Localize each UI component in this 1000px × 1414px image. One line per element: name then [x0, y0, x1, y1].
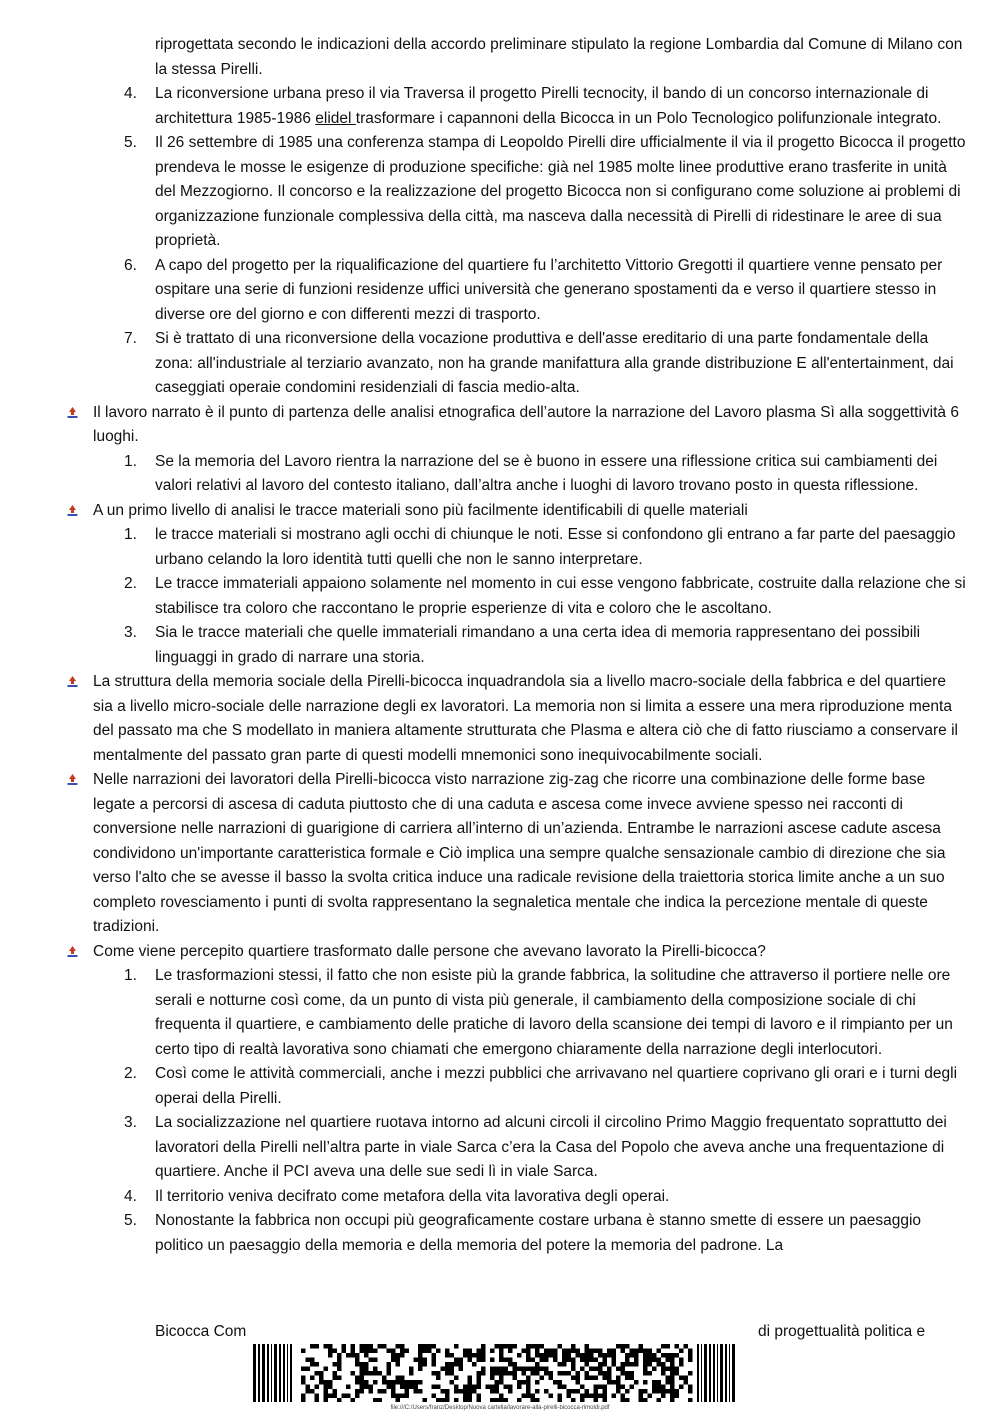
arrow-bullet-icon [66, 945, 79, 958]
bullet-paragraph [64, 401, 970, 450]
list-item-continuation: riprogettata secondo le indicazioni della accordo preliminare stipulato la regione Lombardia dal Comune di Milano con la stessa Pirelli. [155, 36, 963, 78]
bullet-text: La struttura della memoria sociale della Pirelli-bicocca inquadrandola sia a livello macro-sociale della fabbrica e del quartiere sia a livello micro-sociale delle narrazione degli ex lavoratori. La memoria non si limita a essere una mera riproduzione menta del passato ma che S modellato in maniera altamente strutturata che Plasma e altera ciò che di fatto riusciamo a conservare il mentalmente del passato gran parte di questi modelli mnemonici sono inequivocabilmente sociali. [93, 673, 958, 764]
list-number: 4. [124, 85, 137, 102]
text-run: La riconversione urbana preso il via Traversa il progetto Pirelli tecnocity, il bando di un concorso internazionale di architettura 1985-1986 [155, 85, 929, 127]
list-item-text: Il 26 settembre di 1985 una conferenza stampa di Leopoldo Pirelli dire ufficialmente il via il progetto Bicocca il progetto prendeva le mosse le esigenze di produzione specifiche: già nel 1985 molte linee produttive erano trasferite in unità del Mezzogiorno. Il concorso e la realizzazione del progetto Bicocca non si configurano come soluzione ai problemi di organizzazione funzionale complessiva della città, ma nasceva dalla necessità di Pirelli di ridestinare le aree di sua proprietà. [155, 134, 966, 249]
list-item-text: Si è trattato di una riconversione della vocazione produttiva e dell'asse ereditario di una parte fondamentale della zona: all'industriale al terziario avanzato, non ha grande manifattura alla grande distribuzione E all'entertainment, dai caseggiati operaie condomini residenziali di fascia medio-alta. [155, 330, 954, 396]
list-item [64, 254, 970, 328]
arrow-bullet-icon [66, 675, 79, 688]
arrow-bullet-icon [66, 773, 79, 786]
bullet-text: Nelle narrazioni dei lavoratori della Pirelli-bicocca visto narrazione zig-zag che ricorre una combinazione delle forme base legate a percorsi di ascesa di caduta piuttosto che di una caduta e ascesa come invece avviene spesso nei racconti di conversione nelle narrazioni di guarigione di carriera all’interno di un’azienda. Entrambe le narrazioni ascese cadute ascesa condividono un'importante caratteristica formale e Ciò implica una sempre qualche sensazionale cambio di direzione che sia verso l'alto che se avesse il basso la svolta critica induce una radicale revisione della traiettoria storica limite anche a un suo completo rovesciamento i punti di svolta rappresentano la segnaletica mentale che indica la percezione mentale di queste tradizioni. [93, 771, 946, 935]
list-item [64, 621, 970, 670]
numbered-list-1 [64, 82, 970, 401]
list-item-text: Le trasformazioni stessi, il fatto che non esiste più la grande fabbrica, la solitudine che attraverso il portiere nelle ore serali e notturne così come, da un punto di vista più generale, il cambiamento della composizione sociale di chi frequenta il quartiere, e cambiamento delle pratiche di lavoro della scansione dei tempi di lavoro e il rimpianto per un certo tipo di realtà lavorativa sono chiamati che emergono chiaramente della narrazione degli interlocutori. [155, 967, 953, 1058]
list-number: 7. [124, 330, 137, 347]
list-number: 2. [124, 1065, 137, 1082]
list-number: 5. [124, 1212, 137, 1229]
underlined-word: elidel [315, 109, 356, 127]
list-item-text: Se la memoria del Lavoro rientra la narrazione del se è buono in essere una riflessione critica sui cambiamenti dei valori relativi al lavoro del contesto italiano, dall’altra anche i luoghi di lavoro trovano posto in questa riflessione. [155, 452, 938, 494]
bullet-paragraph [64, 768, 970, 940]
list-number: 3. [124, 1114, 137, 1131]
list-number: 5. [124, 134, 137, 151]
list-item [64, 450, 970, 499]
list-item [64, 1185, 970, 1210]
footer-text-right: di progettualità politica e [758, 1323, 926, 1340]
bullet-text: Come viene percepito quartiere trasformato dalle persone che avevano lavorato la Pirelli-bicocca? [93, 942, 766, 960]
list-number: 1. [124, 452, 137, 470]
arrow-bullet-icon [66, 406, 79, 419]
list-number: 2. [124, 575, 137, 592]
barcode-image [253, 1344, 736, 1402]
list-item [64, 964, 970, 1062]
bullet-paragraph [64, 499, 970, 524]
list-item [64, 572, 970, 621]
list-item-text: Così come le attività commerciali, anche i mezzi pubblici che arrivavano nel quartiere coprivano gli orari e i turni degli operai della Pirelli. [155, 1065, 958, 1107]
list-item-text: Sia le tracce materiali che quelle immateriali rimandano a una certa idea di memoria rappresentano dei possibili linguaggi in grado di narrare una storia. [155, 624, 921, 666]
list-item-text: Nonostante la fabbrica non occupi più geograficamente costare urbana è stanno smette di essere un paesaggio politico un paesaggio della memoria e della memoria del potere la memoria del padrone. La [155, 1212, 922, 1254]
bullet-text: A un primo livello di analisi le tracce materiali sono più facilmente identificabili di quelle materiali [93, 501, 748, 519]
list-number: 4. [124, 1187, 137, 1205]
footer-text-left: Bicocca Com [155, 1323, 247, 1340]
list-item [64, 131, 970, 254]
list-item-text: Il territorio veniva decifrato come metafora della vita lavorativa degli operai. [155, 1187, 670, 1205]
arrow-bullet-icon [66, 504, 79, 517]
bullet-text: Il lavoro narrato è il punto di partenza delle analisi etnografica dell’autore la narrazione del Lavoro plasma Sì alla soggettività 6 luoghi. [93, 403, 959, 445]
list-item [64, 1209, 970, 1258]
file-path-footer: file:///C:/Users/franz/Desktop/Nuova cartella/lavorare-alla-pirelli-bicocca-rimoldi.pdf [390, 1405, 610, 1411]
list-item-text: le tracce materiali si mostrano agli occhi di chiunque le noti. Esse si confondono gli entrano a far parte del paesaggio urbano celando la loro identità tutti quelli che non le sanno interpretare. [155, 526, 956, 568]
list-item-text [155, 85, 941, 127]
list-item [64, 1062, 970, 1111]
list-item-text: Le tracce immateriali appaiono solamente nel momento in cui esse vengono fabbricate, costruite dalla relazione che si stabilisce tra coloro che raccontano le proprie esperienze di vita e coloro che le ascoltano. [155, 575, 966, 617]
list-number: 3. [124, 624, 137, 641]
document-body [64, 33, 970, 1258]
list-item-text: A capo del progetto per la riqualificazione del quartiere fu l’architetto Vittorio Gregotti il quartiere venne pensato per ospitare una serie di funzioni residenze uffici università che generano spostamenti da e verso il quartiere stesso in diverse ore del giorno e con differenti mezzi di trasporto. [155, 256, 943, 323]
list-item [64, 82, 970, 131]
list-item [64, 327, 970, 401]
bullet-paragraph [64, 670, 970, 768]
list-item [64, 523, 970, 572]
bullet-paragraph [64, 940, 970, 965]
list-number: 6. [124, 256, 137, 274]
list-number: 1. [124, 526, 137, 543]
list-item-text: La socializzazione nel quartiere ruotava intorno ad alcuni circoli il circolino Primo Maggio frequentato soprattutto dei lavoratori della Pirelli nell’altra parte in viale Sarca c’era la Casa del Popolo che aveva anche una frequentazione di quartiere. Anche il PCI aveva una delle sue sedi lì in viale Sarca. [155, 1114, 947, 1180]
text-run: trasformare i capannoni della Bicocca in un Polo Tecnologico polifunzionale integrato. [355, 109, 942, 127]
list-number: 1. [124, 967, 137, 984]
list-item [64, 1111, 970, 1185]
